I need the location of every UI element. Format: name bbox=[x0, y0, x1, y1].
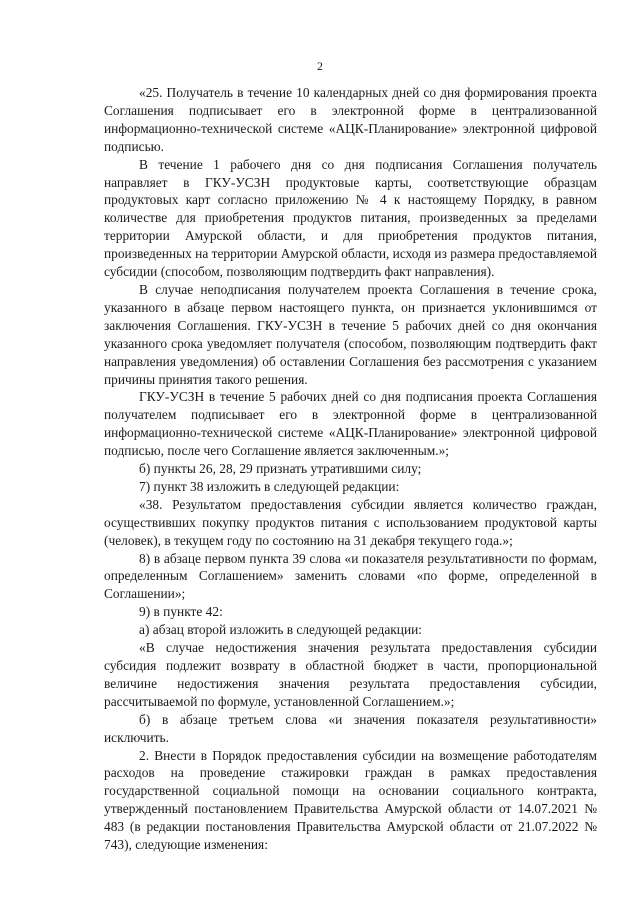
paragraph-signing-by-gku: ГКУ-УСЗН в течение 5 рабочих дней со дня подписания проекта Соглашения получателем подписывает его в электронной форме в централизованной информационно-технической системе «АЦК-Планирование» электронной цифровой подписью, после чего Соглашение является заключенным.»; bbox=[104, 389, 597, 459]
paragraph-clause-25: «25. Получатель в течение 10 календарных дней со дня формирования проекта Соглашения подписывает его в электронной форме в централизованной информационно-технической системе «АЦК-Планирование» электронной цифровой подписью. bbox=[104, 85, 597, 154]
paragraph-clause-38: «38. Результатом предоставления субсидии является количество граждан, осуществивших покупку продуктов питания с использованием продуктовой карты (человек), в текущем году по состоянию на 31 декабря текущего года.»; bbox=[104, 496, 597, 548]
paragraph-item-8: 8) в абзаце первом пункта 39 слова «и показателя результативности по формам, определенным Соглашением» заменить словами «по форме, определенной в Соглашении»; bbox=[104, 550, 597, 602]
paragraph-non-signing: В случае неподписания получателем проекта Соглашения в течение срока, указанного в абзаце первом настоящего пункта, он признается уклонившимся от заключения Соглашения. ГКУ-УСЗН в течение 5 рабочих дней со дня окончания указанного срока уведомляет получателя (способом, позволяющим подтвердить факт направления уведомления) об оставлении Соглашения без рассмотрения с указанием причины принятия такого решения. bbox=[104, 281, 597, 387]
paragraph-refund-clause: «В случае недостижения значения результата предоставления субсидии субсидия подлежит возврату в областной бюджет в части, пропорциональной величине недостижения значения результата предоставления субсидии, рассчитываемой по формуле, установленной Соглашением.»; bbox=[104, 640, 597, 709]
paragraph-section-2: 2. Внести в Порядок предоставления субсидии на возмещение работодателям расходов на проведение стажировки граждан в рамках предоставления государственной социальной помощи на основании социального контракта, утвержденный постановлением Правительства Амурской области от 14.07.2021 № 483 (в редакции постановления Правительства Амурской области от 21.07.2022 № 743), следующие изменения: bbox=[104, 747, 597, 853]
paragraph-item-7: 7) пункт 38 изложить в следующей редакции: bbox=[139, 478, 400, 494]
paragraph-product-cards: В течение 1 рабочего дня со дня подписания Соглашения получатель направляет в ГКУ-УСЗН продуктовые карты, соответствующие образцам продуктовых карт согласно приложению № 4 к настоящему Порядку, в равном количестве для приобретения продуктов питания, произведенных за пределами территории Амурской области, и для приобретения продуктов питания, произведенных на территории Амурской области, исходя из размера предоставляемой субсидии (способом, позволяющим подтвердить факт направления). bbox=[104, 156, 598, 280]
paragraph-item-9b: б) в абзаце третьем слова «и значения показателя результативности» исключить. bbox=[104, 711, 597, 745]
paragraph-item-9: 9) в пункте 42: bbox=[139, 604, 223, 620]
page-number: 2 bbox=[317, 59, 323, 73]
paragraph-item-9a: а) абзац второй изложить в следующей редакции: bbox=[139, 622, 423, 638]
paragraph-item-b-void: б) пункты 26, 28, 29 признать утратившими силу; bbox=[139, 461, 422, 477]
document-body bbox=[104, 84, 597, 854]
